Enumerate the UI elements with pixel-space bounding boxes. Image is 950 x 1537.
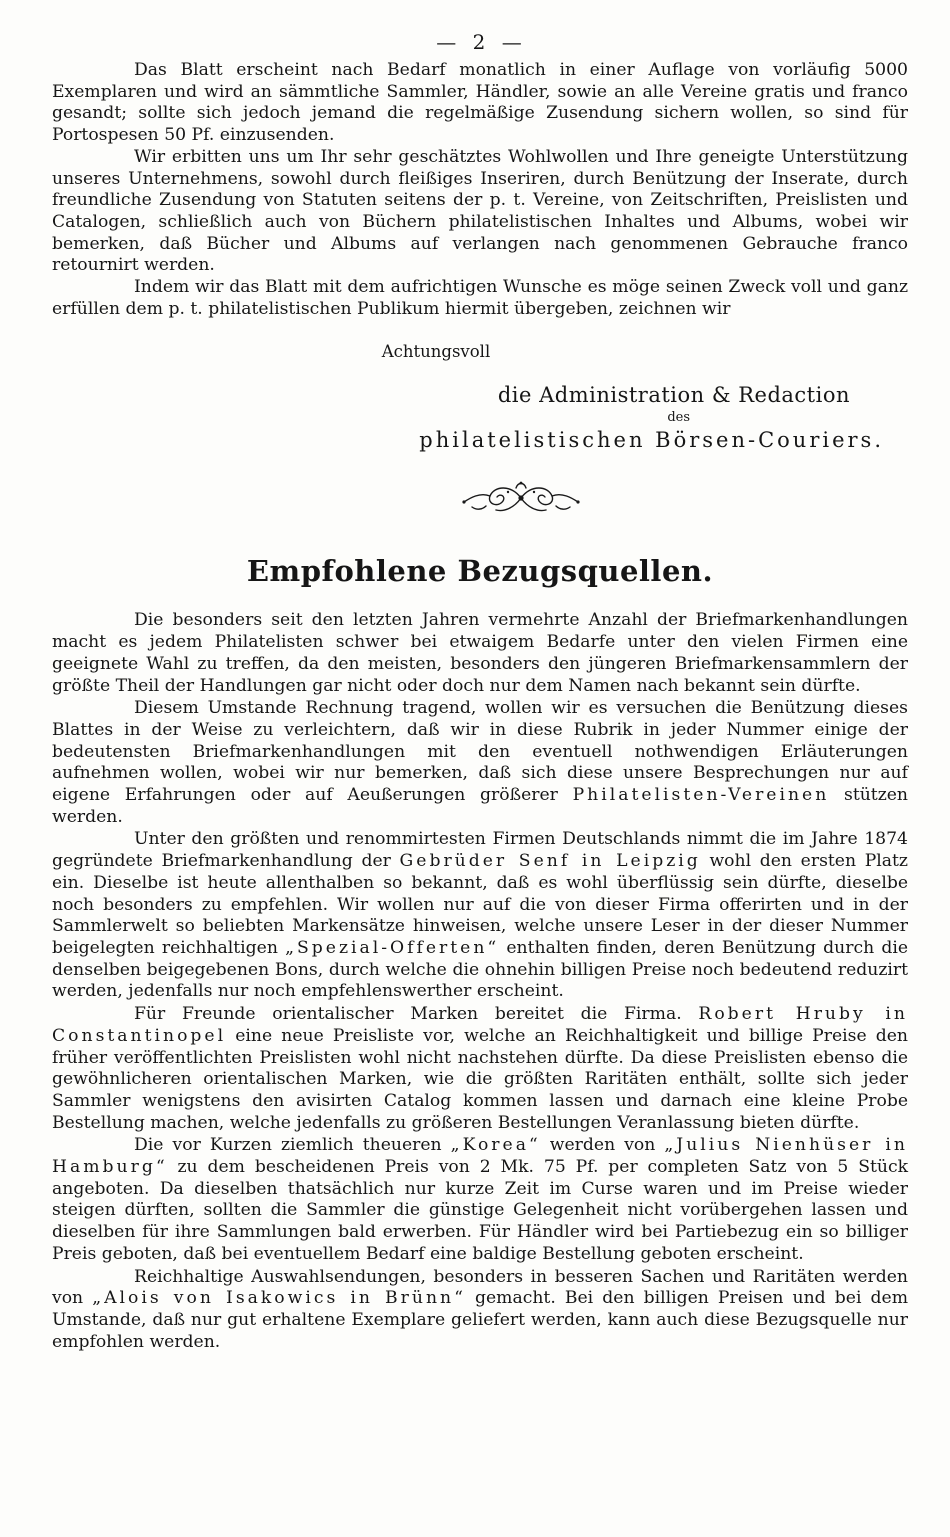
section-paragraph (52, 1135, 908, 1265)
spaced-name: Philatelisten-Vereinen (572, 785, 830, 806)
section-paragraph: Die besonders seit den letzten Jahren vermehrte Anzahl der Briefmarkenhandlungen macht es jedem Philatelisten schwer bei etwaigem Bedarfe unter den vielen Firmen eine geeignete Wahl zu treffen, da den meisten, besonders den jüngeren Briefmarkensammlern der größte Theil der Handlungen gar nicht oder doch nur dem Namen nach bekannt sein dürfte. (52, 610, 908, 696)
text-run: Unter den größten und renommirtesten Firmen Deutschlands nimmt die im Jahre 1874 gegründete Briefmarkenhandlung der (52, 829, 908, 872)
signature-line-1: die Administration & Redaction (497, 383, 850, 408)
intro-paragraph: Das Blatt erscheint nach Bedarf monatlich in einer Auflage von vorläufig 5000 Exemplaren und wird an sämmtliche Sammler, Händler, sowie an alle Vereine gratis und franco gesandt; sollte sich jedoch jemand die regelmäßige Zusendung sichern wollen, so sind für Portospesen 50 Pf. einzusenden. (52, 60, 908, 146)
section-paragraph (52, 829, 908, 1003)
text-run: gemacht. Bei den billigen Preisen und bei dem Umstande, daß nur gut erhaltene Exemplare geliefert werden, kann auch diese Bezugsquelle nur empfohlen werden. (52, 1288, 909, 1352)
spaced-name: „Korea“ (450, 1135, 541, 1156)
text-run: wohl den ersten Platz ein. Dieselbe ist heute allenthalben so bekannt, daß es wohl überflüssig sein dürfte, dieselbe noch besonders zu empfehlen. Wir wollen nur auf die von dieser Firma offerirten und in der Sammlerwelt so beliebten Markensätze hinweisen, welche unsere Leser in der dieser Nummer beigelegten reichhaltigen (52, 851, 908, 958)
signature-line-2: philatelistischen Börsen-Couriers. (419, 428, 884, 453)
flourish-ornament-icon (456, 478, 586, 518)
closing-salutation: Achtungsvoll (381, 342, 491, 362)
text-run: enthalten finden, deren Benützung durch die denselben beigegebenen Bons, durch welche die ohnehin billigen Preise noch bedeutend reduzirt werden, jedenfalls nur noch empfehlenswerther erscheint. (52, 937, 908, 1002)
intro-paragraph: Indem wir das Blatt mit dem aufrichtigen Wunsche es möge seinen Zweck voll und ganz erfüllen dem p. t. philatelistischen Publikum hiermit übergeben, zeichnen wir (52, 277, 908, 319)
text-run: Diesem Umstande Rechnung tragend, wollen wir es versuchen die Benützung dieses Blattes in der Weise zu verleichtern, daß wir in diese Rubrik in jeder Nummer einige der bedeutensten Briefmarkenhandlungen mit den eventuell nothwendigen Erläuterungen aufnehmen wollen, wobei wir nur bemerken, daß sich diese unsere Besprechungen nur auf eigene Erfahrungen oder auf Aeußerungen größerer (52, 698, 908, 806)
text-run: eine neue Preisliste vor, welche an Reichhaltigkeit und billige Preise den früher veröffentlichten Preislisten wohl nicht nachstehen dürfte. Da diese Preislisten ebenso die gewöhnlicheren orientalischen Marken, wie die größten Raritäten enthält, sollte sich jeder Sammler wenigstens den avisirten Catalog kommen lassen und darnach eine kleine Probe Bestellung machen, welche jedenfalls zu größeren Bestellungen Veranlassung bieten dürfte. (52, 1025, 908, 1133)
spaced-name: „Spezial-Offerten“ (285, 937, 500, 958)
spaced-name: Robert Hruby in Constantinopel (52, 1004, 908, 1046)
text-run: Für Freunde orientalischer Marken bereitet die Firma. (134, 1004, 699, 1025)
document-page (52, 30, 908, 1354)
page-number: — 2 — (436, 30, 524, 54)
section-body (52, 610, 908, 1353)
intro-paragraph: Wir erbitten uns um Ihr sehr geschätztes Wohlwollen und Ihre geneigte Unterstützung unseres Unternehmens, sowohl durch fleißiges Inseriren, durch Benützung der Inserate, durch freundliche Zusendung von Statuten seitens der p. t. Vereine, von Zeitschriften, Preislisten und Catalogen, schließlich auch von Büchern philatelistischen Inhaltes und Albums, wobei wir bemerken, daß Bücher und Albums auf verlangen nach genommenen Gebrauche franco retournirt werden. (52, 146, 908, 276)
page-number-value: 2 (472, 30, 488, 54)
section-paragraph (52, 1004, 908, 1134)
section-paragraph (52, 698, 908, 828)
text-run: Die vor Kurzen ziemlich theueren (134, 1135, 451, 1156)
signature-block (52, 383, 908, 452)
spaced-name: Gebrüder Senf in Leipzig (399, 851, 701, 872)
text-run: zu dem bescheidenen Preis von 2 Mk. 75 Pf. per completen Satz von 5 Stück angeboten. Da dieselben thatsächlich nur kurze Zeit im Curse waren und im Preise wieder steigen dürften, sollten die Sammler die günstige Gelegenheit nicht vorübergehen lassen und dieselben für ihre Sammlungen bald erwerben. Für Händler wird bei Partiebezug ein so billiger Preis geboten, daß bei eventuellem Bedarf eine baldige Bestellung geboten erscheint. (52, 1157, 908, 1264)
section-heading: Empfohlene Bezugsquellen. (246, 554, 714, 589)
ornament-divider (52, 478, 908, 522)
text-run: stützen werden. (52, 785, 909, 827)
spaced-name: „Julius Nienhüser in Hamburg“ (52, 1135, 908, 1178)
text-run: werden von (540, 1135, 665, 1156)
spaced-name: „Alois von Isakowics in Brünn“ (92, 1288, 466, 1309)
section-paragraph (52, 1267, 908, 1354)
signature-des: des (667, 410, 690, 426)
intro-text (52, 60, 908, 320)
text-run: Reichhaltige Auswahlsendungen, besonders in besseren Sachen und Raritäten werden von (52, 1266, 908, 1309)
